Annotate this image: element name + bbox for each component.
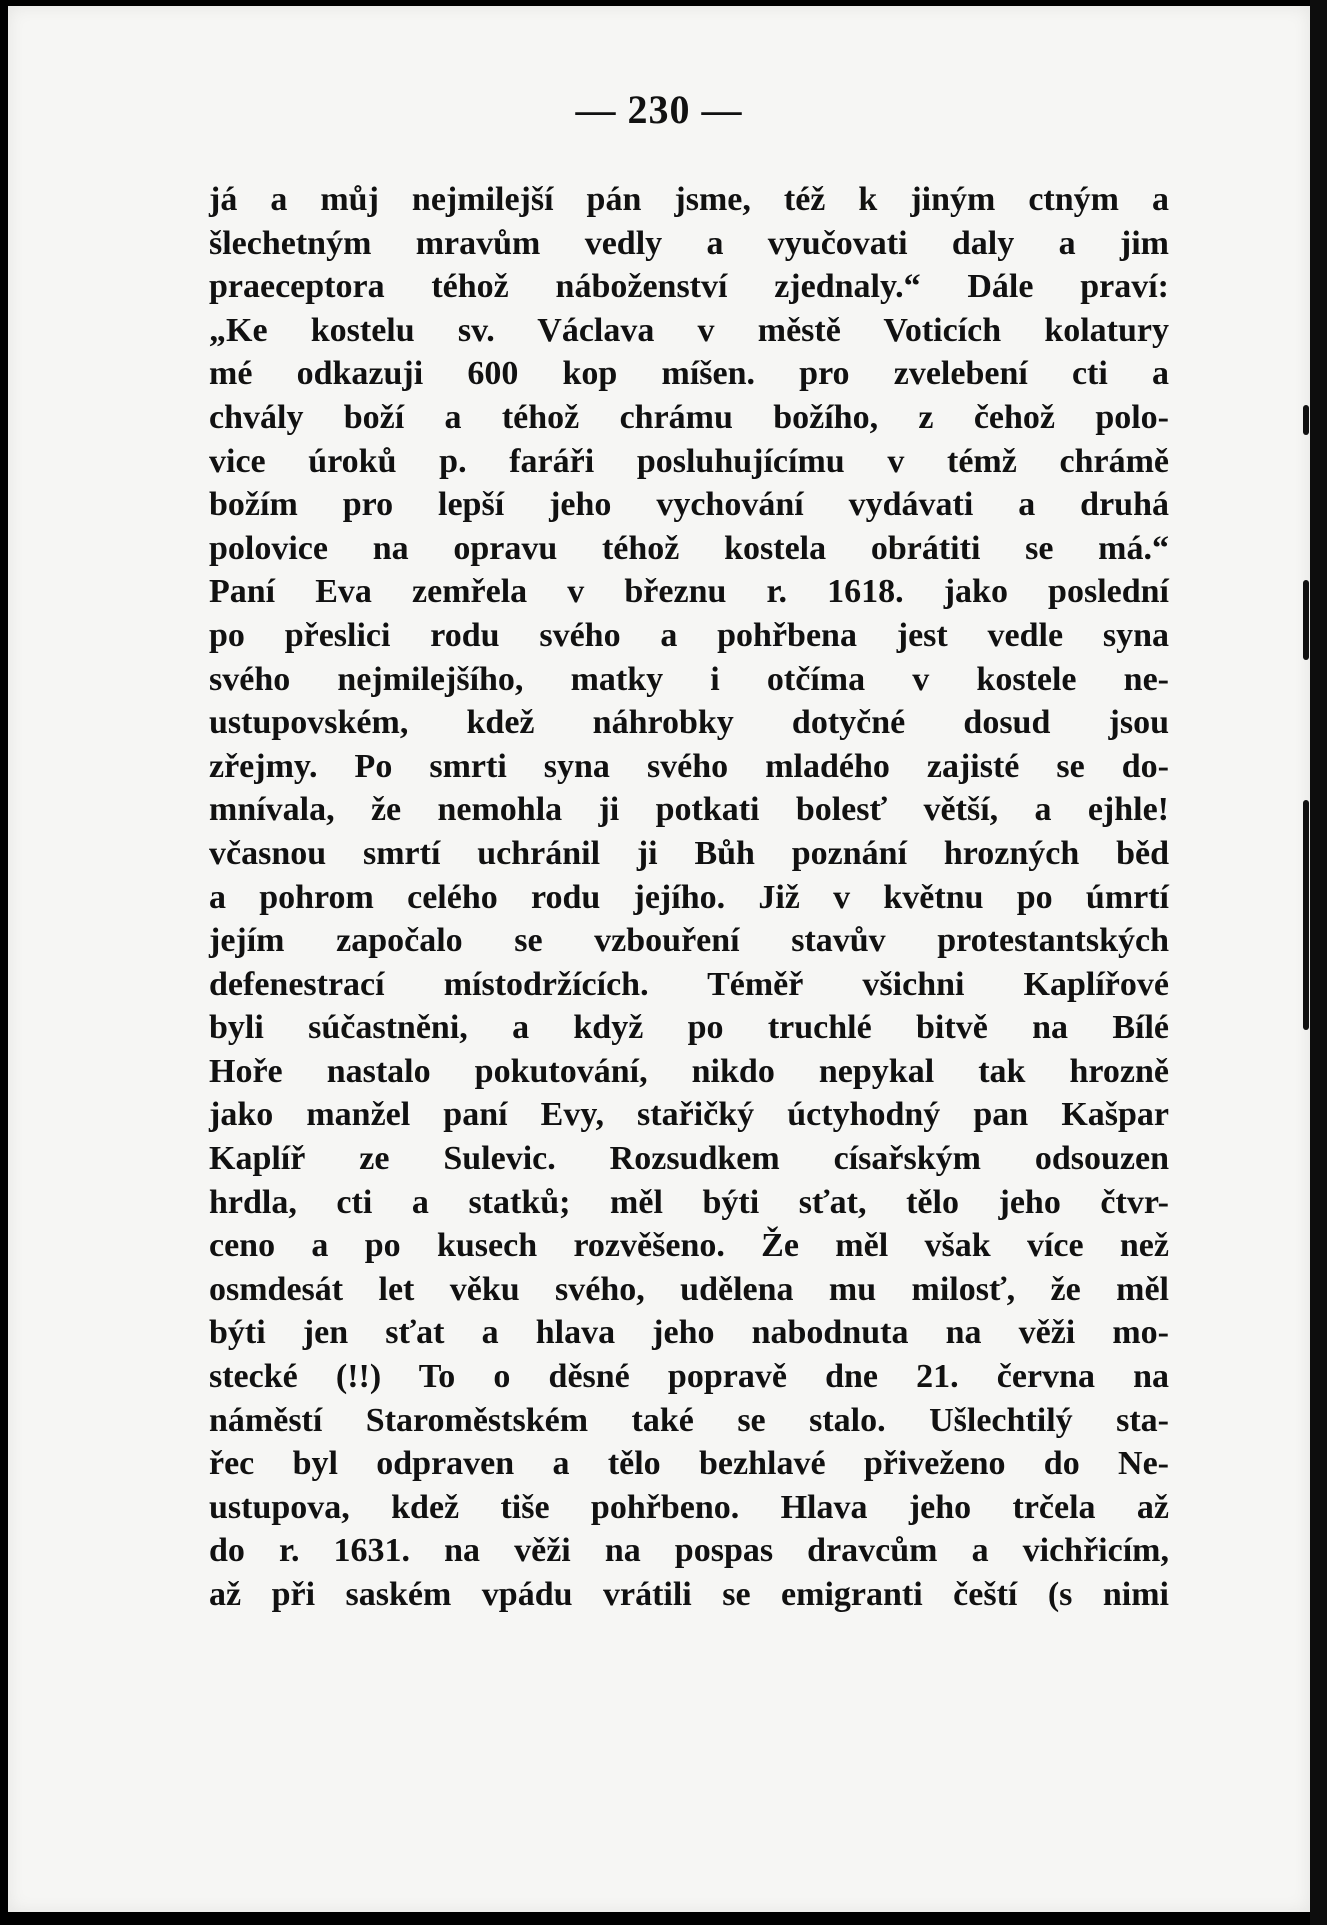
text-line: Hoře nastalo pokutování, nikdo nepykal tak hrozně [209, 1052, 1169, 1090]
text-line: Paní Eva zemřela v březnu r. 1618. jako poslední [209, 573, 1169, 611]
text-line: náměstí Staroměstském také se stalo. Ušlechtilý sta- [209, 1401, 1169, 1439]
text-line: šlechetným mravům vedly a vyučovati daly a jim [209, 224, 1169, 262]
scan-edge-shadow [1310, 0, 1327, 1925]
page-number: — 230 — [575, 87, 743, 132]
text-line: mé odkazuji 600 kop míšen. pro zvelebení cti a [209, 355, 1169, 393]
text-line: stecké (!!) To o děsné popravě dne 21. června na [209, 1358, 1169, 1396]
text-line: ceno a po kusech rozvěšeno. Že měl však více než [209, 1227, 1169, 1265]
text-line: chvály boží a téhož chrámu božího, z čehož polo- [209, 398, 1169, 436]
text-line: mnívala, že nemohla ji potkati bolesť větší, a ejhle! [209, 791, 1169, 829]
text-line: byli súčastněni, a když po truchlé bitvě na Bílé [209, 1009, 1169, 1047]
text-line: „Ke kostelu sv. Václava v městě Voticích kolatury [209, 311, 1169, 349]
text-line: osmdesát let věku svého, udělena mu milosť, že měl [209, 1270, 1169, 1308]
text-line: ustupova, kdež tiše pohřbeno. Hlava jeho trčela až [209, 1488, 1169, 1526]
text-line: řec byl odpraven a tělo bezhlavé přiveženo do Ne- [209, 1445, 1169, 1483]
text-line: do r. 1631. na věži na pospas dravcům a vichřicím, [209, 1532, 1169, 1570]
text-line: hrdla, cti a statků; měl býti sťat, tělo jeho čtvr- [209, 1183, 1169, 1221]
book-page [8, 6, 1310, 1912]
binding-mark [1303, 800, 1309, 1030]
text-line: polovice na opravu téhož kostela obrátiti se má.“ [209, 529, 1169, 567]
text-line: božím pro lepší jeho vychování vydávati a druhá [209, 486, 1169, 524]
text-line: a pohrom celého rodu jejího. Již v květnu po úmrtí [209, 878, 1169, 916]
text-line: vice úroků p. faráři posluhujícímu v témž chrámě [209, 442, 1169, 480]
body-text [209, 178, 1169, 1617]
text-line: já a můj nejmilejší pán jsme, též k jiným ctným a [209, 181, 1169, 218]
text-line: defenestrací místodržících. Téměř všichni Kaplířové [209, 965, 1169, 1003]
text-line: jako manžel paní Evy, stařičký úctyhodný pan Kašpar [209, 1096, 1169, 1134]
binding-mark [1303, 405, 1309, 435]
text-line: až při saském vpádu vrátili se emigranti čeští (s nimi [209, 1576, 1169, 1613]
text-line: Kaplíř ze Sulevic. Rozsudkem císařským odsouzen [209, 1140, 1169, 1178]
text-line: po přeslici rodu svého a pohřbena jest vedle syna [209, 616, 1169, 654]
text-line: býti jen sťat a hlava jeho nabodnuta na věži mo- [209, 1314, 1169, 1352]
text-line: ustupovském, kdež náhrobky dotyčné dosud jsou [209, 704, 1169, 742]
binding-mark [1303, 580, 1309, 660]
text-line: praeceptora téhož náboženství zjednaly.“ Dále praví: [209, 268, 1169, 306]
text-line: včasnou smrtí uchránil ji Bůh poznání hrozných běd [209, 834, 1169, 872]
text-line: svého nejmilejšího, matky i otčíma v kostele ne- [209, 660, 1169, 698]
text-line: jejím započalo se vzbouření stavův protestantských [209, 922, 1169, 960]
text-line: zřejmy. Po smrti syna svého mladého zajisté se do- [209, 747, 1169, 785]
